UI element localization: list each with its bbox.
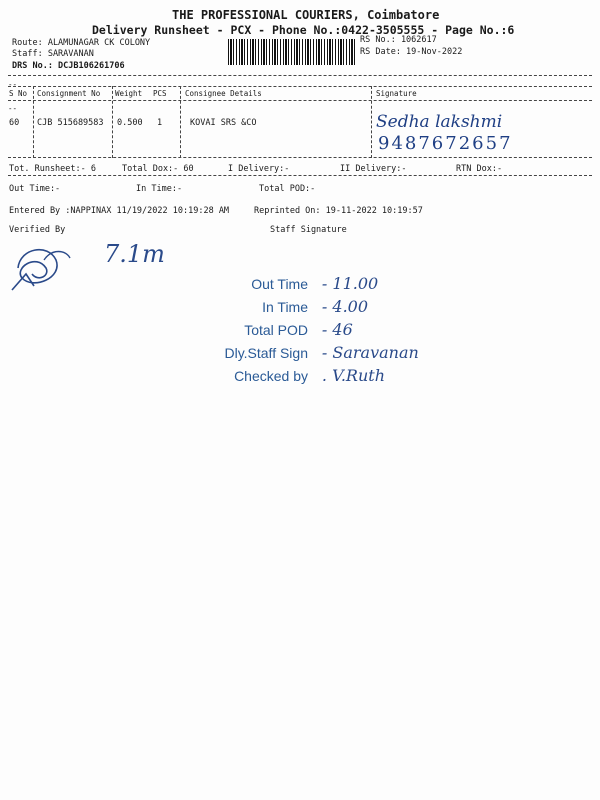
divider [8,75,592,76]
total-runsheet: Tot. Runsheet:- 6 [9,164,96,174]
reprinted-on: Reprinted On: 19-11-2022 10:19:57 [254,206,423,216]
stamp-checked-by-value: V.Ruth [332,366,385,385]
stamp-checked-by: Checked by . V.Ruth [198,366,385,385]
stamp-out-time: Out Time - 11.00 [198,274,378,293]
out-time: Out Time:- [9,184,61,194]
col-signature: Signature [376,89,417,98]
stamp-out-time-label: Out Time [251,276,308,292]
entered-by: Entered By :NAPPINAX 11/19/2022 10:19:28 AM [9,206,230,216]
stamp-staff-sign-label: Dly.Staff Sign [224,345,308,361]
verifier-signature-scribble [8,238,78,296]
stamp-in-time-label: In Time [262,299,308,315]
stamp-out-time-value: 11.00 [332,274,379,293]
row-consignment: CJB 515689583 [37,118,104,128]
col-pcs: PCS [153,89,167,98]
rs-number: RS No.: 1062617 [360,35,437,45]
runsheet-title: Delivery Runsheet - PCX - Phone No.:0422-3505555 - Page No.:6 [92,23,515,37]
stamp-staff-sign: Dly.Staff Sign - Saravanan [198,343,419,362]
ii-delivery: II Delivery:- [340,164,407,174]
verified-by-label: Verified By [9,225,66,235]
divider [8,175,592,176]
total-dox: Total Dox:- 60 [122,164,194,174]
verifier-initials: 7.1m [104,240,165,268]
stamp-total-pod-label: Total POD [244,322,308,338]
col-consignee: Consignee Details [185,89,262,98]
total-pod: Total POD:- [259,184,316,194]
route-label: Route: ALAMUNAGAR CK COLONY [12,38,151,48]
row-sno: 60 [9,118,20,128]
staff-label: Staff: SARAVANAN [12,49,94,59]
stamp-in-time: In Time - 4.00 [198,297,368,316]
divider [8,86,592,87]
rtn-dox: RTN Dox:- [456,164,503,174]
col-weight: Weight [115,89,143,98]
barcode [228,39,356,65]
divider [8,157,592,158]
row-pcs: 1 [157,118,163,128]
divider [8,100,592,101]
rs-date: RS Date: 19-Nov-2022 [360,47,463,57]
recipient-phone: 9487672657 [378,133,513,154]
stamp-total-pod: Total POD - 46 [198,320,353,339]
in-time: In Time:- [136,184,183,194]
col-consignment: Consignment No [37,89,101,98]
row-weight: 0.500 [117,118,143,128]
stamp-in-time-value: 4.00 [332,297,369,316]
company-title: THE PROFESSIONAL COURIERS, Coimbatore [172,8,440,22]
col-sno: S No [9,89,28,98]
staff-signature-label: Staff Signature [270,225,347,235]
i-delivery: I Delivery:- [228,164,290,174]
recipient-signature: Sedha lakshmi [376,112,503,132]
stamp-staff-sign-value: Saravanan [332,343,419,362]
stamp-checked-by-label: Checked by [234,368,308,384]
drs-number: DRS No.: DCJB106261706 [12,61,125,71]
stamp-total-pod-value: 46 [332,320,353,339]
row-consignee: KOVAI SRS &CO [190,118,257,128]
